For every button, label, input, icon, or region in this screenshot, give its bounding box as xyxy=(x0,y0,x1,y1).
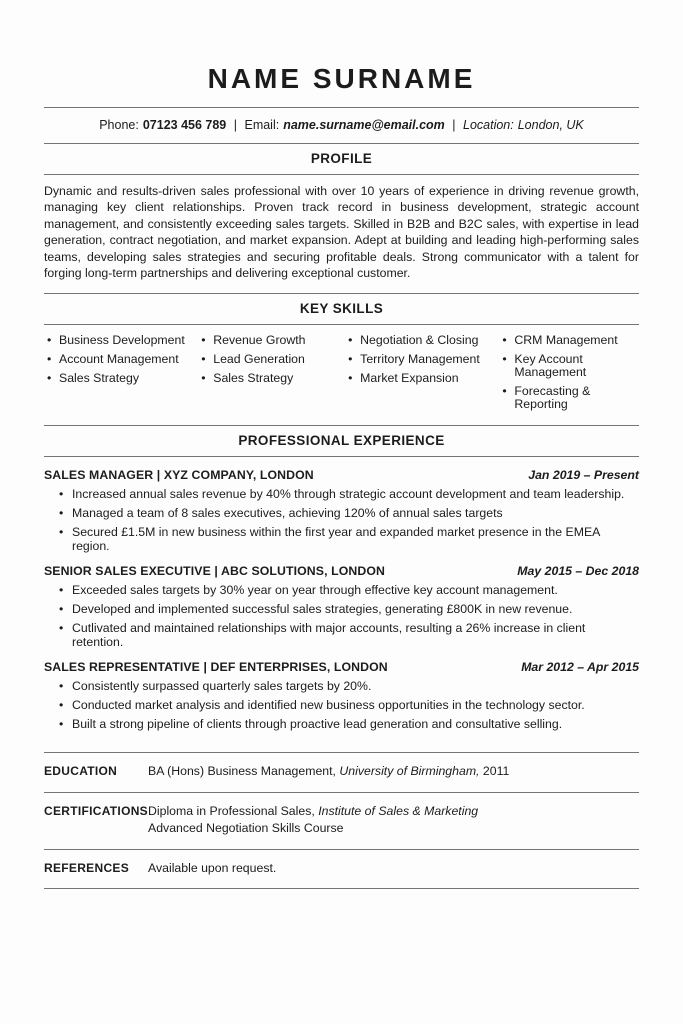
job-dates: May 2015 – Dec 2018 xyxy=(517,564,639,579)
references-label: REFERENCES xyxy=(44,860,130,875)
skills-column xyxy=(499,331,639,414)
certification-item xyxy=(148,803,478,821)
job-bullet: • Increased annual sales revenue by 40% through strategic account development and team leadership. xyxy=(72,487,639,501)
email-label: Email: xyxy=(244,118,280,132)
section-heading-profile: PROFILE xyxy=(310,151,373,166)
job-dates: Mar 2012 – Apr 2015 xyxy=(521,660,639,675)
section-heading-key-skills: KEY SKILLS xyxy=(299,301,384,317)
job-bullet: • Managed a team of 8 sales executives, achieving 120% of annual sales targets xyxy=(72,506,639,520)
education-year: 2011 xyxy=(479,764,510,779)
job-bullet: • Developed and implemented successful sales strategies, generating £800K in new revenue. xyxy=(72,602,639,616)
skill-item: • Negotiation & Closing xyxy=(345,331,499,350)
phone-value: 07123 456 789 xyxy=(142,118,227,132)
certifications-label: CERTIFICATIONS xyxy=(44,803,148,818)
job-entry xyxy=(44,468,639,553)
job-entry xyxy=(44,660,639,731)
certifications-row xyxy=(44,793,639,849)
certifications-value xyxy=(148,803,478,838)
divider xyxy=(44,888,639,889)
phone-label: Phone: xyxy=(99,118,139,132)
contact-line xyxy=(44,108,639,143)
job-bullet-list xyxy=(44,679,639,731)
divider xyxy=(44,456,639,457)
skills-column xyxy=(44,331,198,414)
job-entry xyxy=(44,564,639,649)
job-dates: Jan 2019 – Present xyxy=(528,468,639,483)
separator: | xyxy=(233,118,237,132)
resume-name: NAME SURNAME xyxy=(207,63,476,94)
email-value: name.surname@email.com xyxy=(283,118,445,132)
skill-item: • Sales Strategy xyxy=(44,369,198,388)
skill-item: • Account Management xyxy=(44,350,198,369)
education-university: University of Birmingham, xyxy=(339,764,480,779)
profile-paragraph: Dynamic and results-driven sales professional with over 10 years of experience in driving revenue growth, managing key client relationships. Proven track record in business development, strategic account management, and consistently exceeding sales targets. Skilled in B2B and B2C sales, with expertise in lead generation, contract negotiation, and market expansion. Adept at building and leading high-performing sales teams, developing sales strategies and securing profitable deals. Strong communicator with a talent for forging long-term partnerships and delivering exceptional customer. xyxy=(44,184,639,281)
skill-item: • Market Expansion xyxy=(345,369,499,388)
job-bullet: • Built a strong pipeline of clients through proactive lead generation and consultative selling. xyxy=(72,717,639,731)
certification-name: Diploma in Professional Sales, xyxy=(148,803,319,818)
job-bullet: • Conducted market analysis and identified new business opportunities in the technology sector. xyxy=(72,698,639,712)
job-bullet-list xyxy=(44,583,639,649)
job-header xyxy=(44,564,639,578)
job-bullet-list xyxy=(44,487,639,553)
references-value: Available upon request. xyxy=(148,860,277,875)
key-skills-grid xyxy=(44,325,639,425)
skill-item: • Revenue Growth xyxy=(198,331,345,350)
references-row xyxy=(44,850,639,889)
skills-column xyxy=(345,331,499,414)
education-row xyxy=(44,753,639,792)
skills-column xyxy=(198,331,345,414)
skill-item: • Forecasting & Reporting xyxy=(499,382,639,414)
job-bullet: • Cutlivated and maintained relationships with major accounts, resulting a 26% increase in client retention. xyxy=(72,621,639,649)
job-title: SALES REPRESENTATIVE | DEF ENTERPRISES, LONDON xyxy=(44,660,388,675)
skill-item: • CRM Management xyxy=(499,331,639,350)
divider xyxy=(44,174,639,175)
job-title: SALES MANAGER | XYZ COMPANY, LONDON xyxy=(44,468,314,483)
education-label: EDUCATION xyxy=(44,764,118,779)
skill-item: • Sales Strategy xyxy=(198,369,345,388)
job-bullet: • Secured £1.5M in new business within the first year and expanded market presence in the EMEA region. xyxy=(72,525,639,553)
job-bullet: • Consistently surpassed quarterly sales targets by 20%. xyxy=(72,679,639,693)
skill-item: • Business Development xyxy=(44,331,198,350)
job-bullet: • Exceeded sales targets by 30% year on year through effective key account management. xyxy=(72,583,639,597)
education-value xyxy=(148,763,509,781)
separator: | xyxy=(452,118,456,132)
skill-item: • Territory Management xyxy=(345,350,499,369)
job-title: SENIOR SALES EXECUTIVE | ABC SOLUTIONS, LONDON xyxy=(44,564,385,579)
education-degree: BA (Hons) Business Management, xyxy=(148,764,340,779)
certification-institute: Institute of Sales & Marketing xyxy=(318,803,479,818)
location-value: London, UK xyxy=(517,118,584,132)
job-header xyxy=(44,660,639,674)
certification-item: Advanced Negotiation Skills Course xyxy=(148,821,344,836)
skill-item: • Lead Generation xyxy=(198,350,345,369)
spacer xyxy=(44,740,639,752)
section-heading-experience: PROFESSIONAL EXPERIENCE xyxy=(238,433,445,449)
skill-item: • Key Account Management xyxy=(499,350,639,382)
job-header xyxy=(44,468,639,482)
location-label: Location: xyxy=(463,118,514,132)
